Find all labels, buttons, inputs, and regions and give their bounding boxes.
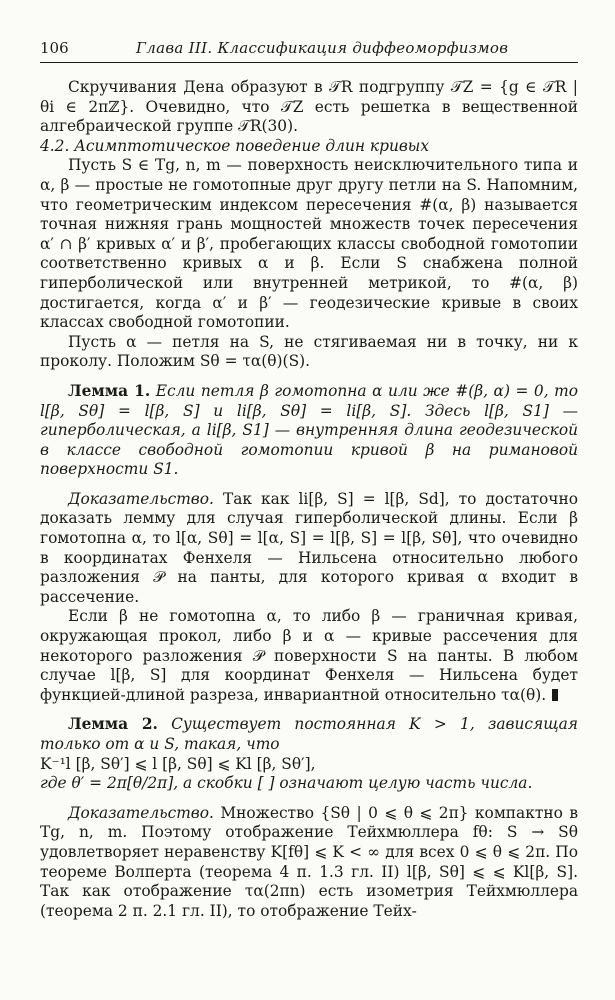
lemma-2: [40, 715, 578, 754]
page-body: [40, 78, 578, 921]
intro-paragraph: Скручивания Дена образуют в 𝒯R подгруппу 𝒯Z = {g ∈ 𝒯R | θi ∈ 2πℤ}. Очевидно, что 𝒯Z есть решетка в вещественной алгебраической группе 𝒯R(30).: [40, 78, 578, 136]
lemma-2-statement: Существует постоянная K > 1, зависящая только от α и S, такая, что: [40, 715, 578, 753]
formula-note: где θ′ = 2π[θ/2π], а скобки [ ] означают целую часть числа.: [40, 774, 533, 793]
formula: K⁻¹l [β, Sθ′] ⩽ l [β, Sθ] ⩽ Kl [β, Sθ′],: [40, 754, 316, 773]
lemma-1-statement: Если петля β гомотопна α или же #(β, α) = 0, то l[β, Sθ] = l[β, S] и li[β, Sθ] = li[β, S]. Здесь l[β, S1] — гиперболическая, а li[β, S1] — внутренняя длина геодезической в классе свободной гомотопии кривой β на римановой поверхности S1.: [40, 381, 578, 479]
page-number: 106: [40, 39, 69, 57]
proof-1-continued: [40, 607, 578, 705]
lemma-1: [40, 382, 578, 480]
running-title: Глава III. Классификация диффеоморфизмов: [136, 39, 509, 57]
paragraph-definition: Пусть S ∈ Tg, n, m — поверхность неисключительного типа и α, β — простые не гомотопные друг другу петли на S. Напомним, что геометрическим индексом пересечения #(α, β) называется точная нижняя грань мощностей множеств точек пересечения α′ ∩ β′ кривых α′ и β′, пробегающих классы свободной гомотопии соответственно кривых α и β. Если S снабжена полной гиперболической или внутренней метрикой, то #(α, β) достигается, когда α′ и β′ — геодезические кривые в своих классах свободной гомотопии.: [40, 156, 578, 332]
lemma-1-title: Лемма 1.: [68, 381, 151, 400]
proof-2: [40, 804, 578, 922]
proof-1-text-2: Если β не гомотопна α, то либо β — граничная кривая, окружающая прокол, либо β и α — кривые рассечения для некоторого разложения 𝒫 поверхности S на панты. В любом случае l[β, S] для координат Фенхеля — Нильсена будет функцией-длиной разреза, инвариантной относительно τα(θ).: [40, 607, 578, 704]
proof-2-text: Множество {Sθ | 0 ⩽ θ ⩽ 2π} компактно в Tg, n, m. Поэтому отображение Тейхмюллера fθ: S → Sθ удовлетворяет неравенству K[fθ] ⩽ K < ∞ для всех 0 ⩽ θ ⩽ 2π. По теореме Волперта (теорема 4 п. 1.3 гл. II) l[β, Sθ] ⩽ ⩽ Kl[β, S]. Так как отображение τα(2πn) есть изометрия Тейхмюллера (теорема 2 п. 2.1 гл. II), то отображение Тейх-: [40, 803, 578, 920]
section-title: 4.2. Асимптотическое поведение длин кривых: [40, 136, 430, 155]
proof-2-label: Доказательство.: [68, 803, 214, 822]
proof-1-label: Доказательство.: [68, 489, 214, 508]
paragraph-setup: Пусть α — петля на S, не стягиваемая ни в точку, ни к проколу. Положим Sθ = τα(θ)(S).: [40, 332, 578, 371]
qed-mark: [552, 689, 558, 701]
lemma-2-title: Лемма 2.: [68, 715, 158, 734]
proof-1: [40, 490, 578, 608]
header-divider: [40, 62, 578, 63]
proof-1-text: Так как li[β, S] = l[β, Sd], то достаточно доказать лемму для случая гиперболической длины. Если β гомотопна α, то l[α, Sθ] = l[α, S] = l[β, S] = l[β, Sθ], что очевидно в координатах Фенхеля — Нильсена относительно любого разложения 𝒫 на панты, для которого кривая α входит в рассечение.: [40, 489, 578, 606]
